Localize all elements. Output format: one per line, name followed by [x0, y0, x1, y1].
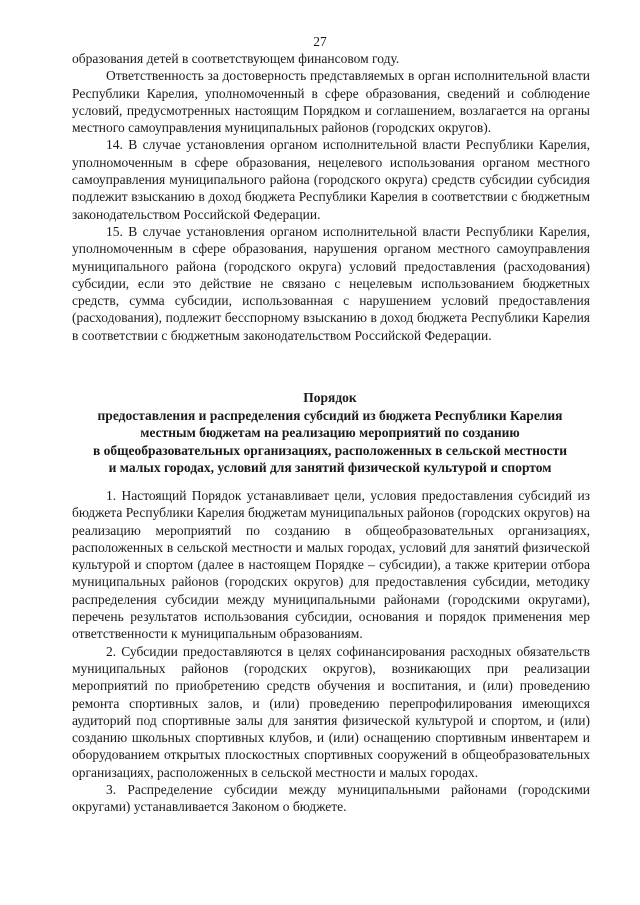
heading-line-1: Порядок	[303, 390, 357, 405]
paragraph-item-3: 3. Распределение субсидии между муниципальными районами (городскими округами) устанавливается Законом о бюджете.	[72, 782, 590, 815]
paragraph-item-1: 1. Настоящий Порядок устанавливает цели, условия предоставления субсидий из бюджета Республики Карелия бюджетам муниципальных районов (городских округов) на реализацию мероприятий по созданию в общеобразовательных организациях, расположенных в сельской местности и малых городах, условий для занятий физической культурой и спортом (далее в настоящем Порядке – субсидии), а также критерии отбора муниципальных районов (городских округов) для предоставления субсидии, методику распределения субсидии между муниципальными районами (городскими округами), перечень результатов использования субсидии, основания и порядок применения мер ответственности к муниципальным образованиям.	[72, 488, 590, 642]
paragraph-item-2: 2. Субсидии предоставляются в целях софинансирования расходных обязательств муниципальных районов (городских округов), возникающих при реализации мероприятий по приобретению средств обучения и воспитания, и (или) проведению ремонта спортивных залов, и (или) проведению перепрофилирования имеющихся аудиторий под спортивные залы для занятия физической культурой и спортом, и (или) созданию школьных спортивных клубов, и (или) оснащению спортивным инвентарем и оборудованием открытых плоскостных спортивных сооружений в общеобразовательных организациях, расположенных в сельской местности и малых городах.	[72, 643, 590, 780]
paragraph-continuation: образования детей в соответствующем финансовом году.	[72, 51, 400, 66]
paragraph-item-14: 14. В случае установления органом исполнительной власти Республики Карелия, уполномоченным в сфере образования, нецелевого использования органом местного самоуправления муниципального района (городского округа) средств субсидии субсидия подлежит взысканию в доход бюджета Республики Карелия в соответствии с бюджетным законодательством Российской Федерации.	[72, 137, 590, 222]
paragraph-responsibility: Ответственность за достоверность представляемых в орган исполнительной власти Республики Карелия, уполномоченный в сфере образования, сведений и соблюдение условий, предусмотренных настоящим Порядком и соглашением, возлагается на органы местного самоуправления муниципальных районов (городских округов).	[72, 68, 590, 136]
heading-line-4: в общеобразовательных организациях, расположенных в сельской местности	[92, 442, 568, 458]
section-heading	[60, 389, 600, 477]
heading-line-2: предоставления и распределения субсидий из бюджета Республики Карелия	[97, 407, 563, 423]
text-block-top	[72, 50, 590, 344]
text-block-bottom	[72, 487, 590, 816]
heading-line-5: и малых городах, условий для занятий физической культурой и спортом	[108, 460, 552, 475]
heading-line-3: местным бюджетам на реализацию мероприятий по созданию	[140, 425, 520, 440]
page-number: 27	[313, 34, 327, 49]
paragraph-item-15: 15. В случае установления органом исполнительной власти Республики Карелия, уполномоченным в сфере образования, нарушения органом местного самоуправления муниципального района (городского округа) условий предоставления (расходования) субсидии, если это действие не связано с нецелевым использованием бюджетных средств, сумма субсидии, использованная с нарушением условий предоставления (расходования), подлежит бесспорному взысканию в доход бюджета Республики Карелия в соответствии с бюджетным законодательством Российской Федерации.	[72, 223, 590, 343]
